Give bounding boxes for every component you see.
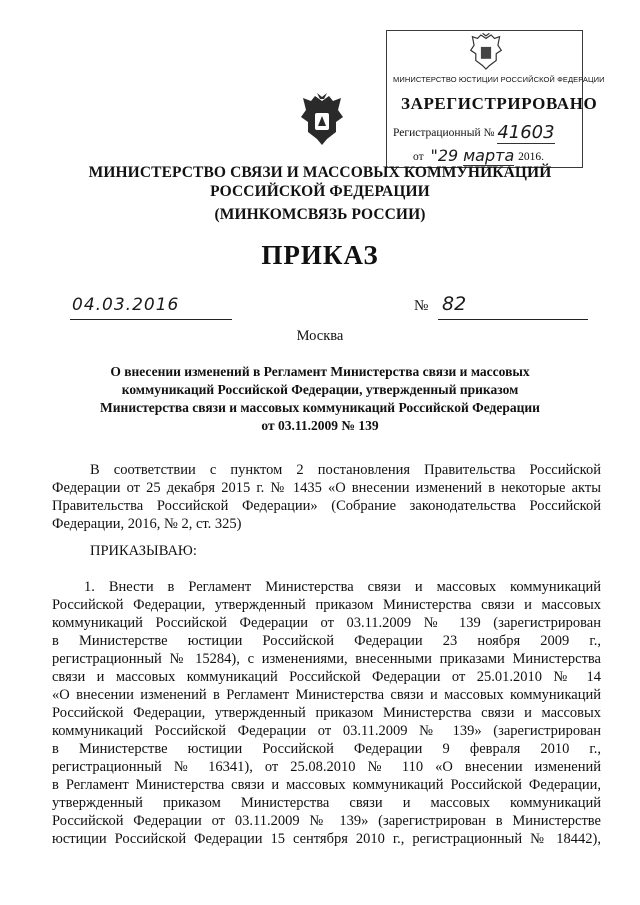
registration-stamp (386, 30, 605, 168)
paragraph-line: юстиции Российской Федерации 15 сентября 2010 г., регистрационный № 18442), (52, 831, 601, 847)
paragraph-line: в Регламент Министерства связи и массовых коммуникаций Российской Федерации, (52, 777, 601, 793)
paragraph-line: Российской Федерации от 03.11.2009 № 139» (зарегистрирован в Министерстве (52, 813, 601, 829)
coat-of-arms-icon (469, 33, 503, 71)
paragraph-line: в Министерстве юстиции Российской Федерации 9 февраля 2010 г., (52, 741, 601, 757)
preamble-line: В соответствии с пунктом 2 постановления Правительства Российской (90, 462, 601, 478)
stamp-date-day: "29 (430, 146, 459, 165)
coat-of-arms-icon (300, 93, 344, 147)
paragraph-line: 1. Внести в Регламент Министерства связи и массовых коммуникаций (84, 579, 601, 595)
paragraph-line: коммуникаций Российской Федерации от 03.11.2009 № 139» (зарегистрирован (52, 723, 601, 739)
order-city: Москва (296, 328, 344, 344)
stamp-date-prefix: от (413, 151, 424, 163)
order-number-field (438, 291, 588, 320)
stamp-date-month: марта (463, 146, 515, 165)
paragraph-line: в Министерстве юстиции Российской Федерации 23 ноября 2009 г., (52, 633, 601, 649)
document-type-title: ПРИКАЗ (261, 240, 379, 270)
stamp-date-year: 2016. (518, 151, 544, 163)
stamp-regnum-row (393, 120, 555, 141)
order-date-field (70, 291, 232, 320)
paragraph-line: утвержденный приказом Министерства связи и массовых коммуникаций (52, 795, 601, 811)
paragraph-line: Российской Федерации, утвержденный приказом Министерства связи и массовых (52, 597, 601, 613)
paragraph-line: регистрационный № 16341), от 25.08.2010 № 110 «О внесении изменений (52, 759, 601, 775)
stamp-date-row (413, 145, 544, 164)
preamble-line: Правительства Российской Федерации» (Собрание законодательства Российской (52, 498, 601, 514)
order-number-sign: № (414, 298, 429, 314)
paragraph-line: Российской Федерации, утвержденный приказом Министерства связи и массовых (52, 705, 601, 721)
preamble-line: Федерации, 2016, № 2, ст. 325) (52, 516, 242, 532)
order-date: 04.03.2016 (72, 295, 180, 315)
subject-line: от 03.11.2009 № 139 (261, 418, 379, 433)
stamp-regnum-value: 41603 (497, 122, 555, 143)
paragraph-line: коммуникаций Российской Федерации от 03.11.2009 № 139 (зарегистрирован (52, 615, 601, 631)
stamp-registered-label: ЗАРЕГИСТРИРОВАНО (401, 94, 598, 113)
stamp-ministry-label: МИНИСТЕРСТВО ЮСТИЦИИ РОССИЙСКОЙ ФЕДЕРАЦИИ (393, 75, 605, 84)
subject-line: коммуникаций Российской Федерации, утвержденный приказом (121, 382, 519, 397)
order-word: ПРИКАЗЫВАЮ: (90, 543, 197, 559)
paragraph-line: «О внесении изменений в Регламент Министерства связи и массовых коммуникаций (52, 687, 601, 703)
preamble-line: Федерации от 25 декабря 2015 г. № 1435 «О внесении изменений в некоторые акты (52, 480, 601, 496)
ministry-name-line1: МИНИСТЕРСТВО СВЯЗИ И МАССОВЫХ КОММУНИКАЦИЙ (88, 164, 552, 181)
ministry-name-line2: РОССИЙСКОЙ ФЕДЕРАЦИИ (210, 183, 430, 200)
subject-line: О внесении изменений в Регламент Министерства связи и массовых (110, 364, 530, 379)
ministry-short-name: (МИНКОМСВЯЗЬ РОССИИ) (214, 206, 426, 223)
order-number: 82 (442, 293, 467, 315)
paragraph-line: регистрационный № 15284), с изменениями, внесенными приказами Министерства (52, 651, 601, 667)
stamp-regnum-label: Регистрационный № (393, 127, 495, 139)
subject-line: Министерства связи и массовых коммуникаций Российской Федерации (100, 400, 540, 415)
paragraph-line: связи и массовых коммуникаций Российской Федерации от 25.01.2010 № 14 (52, 669, 601, 685)
